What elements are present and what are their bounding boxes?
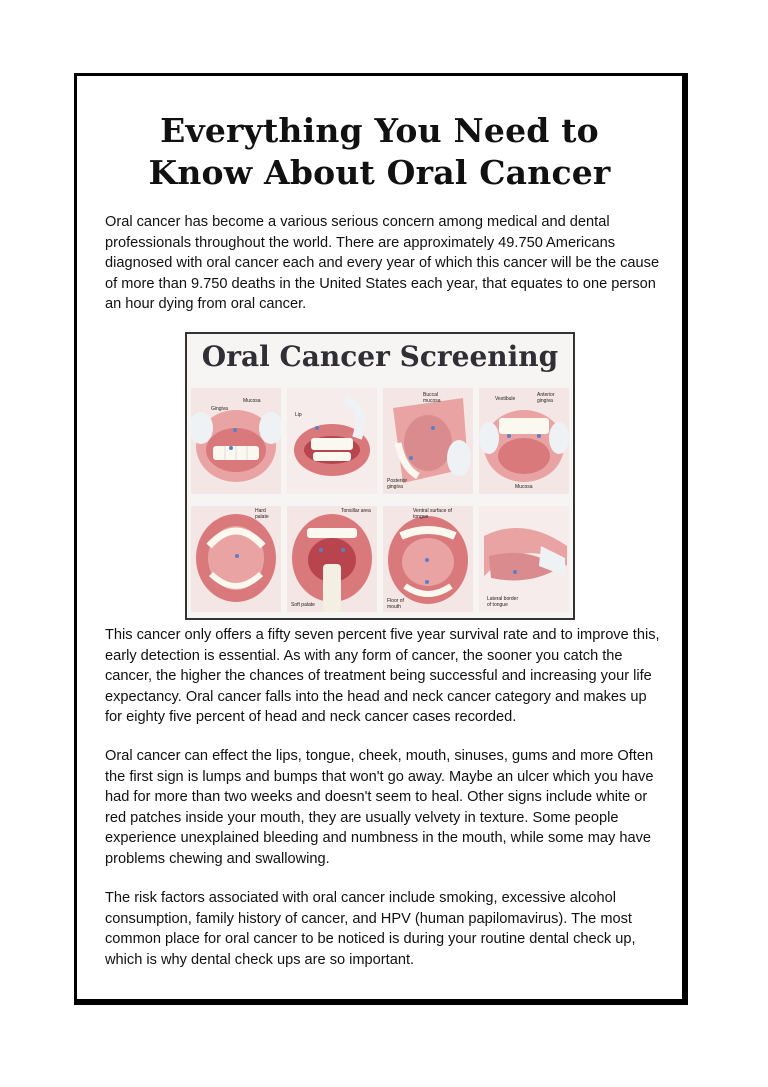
panel-ventral-tongue bbox=[383, 506, 473, 612]
panel-lip bbox=[287, 388, 377, 494]
panel-hard-palate bbox=[191, 506, 281, 612]
panel-gingiva-mucosa bbox=[191, 388, 281, 494]
oral-cancer-screening-figure bbox=[185, 332, 575, 620]
label-mucosa: Mucosa bbox=[243, 398, 261, 404]
paragraph-risk-factors: The risk factors associated with oral cancer include smoking, excessive alcohol consumption, family history of cancer, and HPV (human papilomavirus). The most common place for oral cancer to be noticed is during your routine dental check up, which is why dental check ups are so important. bbox=[105, 890, 636, 968]
panel-buccal-mucosa bbox=[383, 388, 473, 494]
document-frame bbox=[74, 73, 688, 1005]
label-tonsillar-area: Tonsillar area bbox=[341, 508, 371, 514]
title-line-2: Know About Oral Cancer bbox=[148, 153, 611, 192]
label-buccal-mucosa: Buccal mucosa bbox=[423, 392, 441, 404]
paragraph-survival: This cancer only offers a fifty seven percent five year survival rate and to improve this, early detection is essential. As with any form of cancer, the sooner you catch the cancer, the higher the chances of treatment being successful and increasing your life expectancy. Oral cancer falls into the head and neck cancer category and makes up for eighty five percent of head and neck cancer cases recorded. bbox=[105, 627, 660, 726]
label-hard-palate: Hard palate bbox=[255, 508, 269, 520]
document-title bbox=[77, 110, 682, 194]
label-ventral-surface: Ventral surface of tongue bbox=[413, 508, 452, 520]
figure-title: Oral Cancer Screening bbox=[201, 340, 559, 373]
panel-lateral-tongue bbox=[479, 506, 569, 612]
label-lateral-border: Lateral border of tongue bbox=[487, 596, 519, 608]
label-anterior-gingiva: Anterior gingiva bbox=[537, 392, 555, 404]
label-floor-of-mouth: Floor of mouth bbox=[387, 598, 404, 610]
title-line-1: Everything You Need to bbox=[160, 111, 599, 150]
paragraph-intro: Oral cancer has become a various serious concern among medical and dental professionals throughout the world. There are approximately 49.750 Americans diagnosed with oral cancer each and every year of which this cancer will be the cause of more than 9.750 deaths in the United States each year, that equates to one person an hour dying from oral cancer. bbox=[105, 214, 660, 313]
label-posterior-gingiva: Posterior gingiva bbox=[387, 478, 408, 490]
label-gingiva: Gingiva bbox=[211, 406, 228, 412]
label-vestibule: Vestibule bbox=[495, 396, 516, 402]
label-mucosa-2: Mucosa bbox=[515, 484, 533, 490]
panel-tonsillar-soft-palate bbox=[287, 506, 377, 612]
panel-vestibule bbox=[479, 388, 569, 494]
paragraph-symptoms: Oral cancer can effect the lips, tongue, cheek, mouth, sinuses, gums and more Often the first sign is lumps and bumps that won't go away. Maybe an ulcer which you have had for more than two weeks and doesn't seem to heal. Other signs include white or red patches inside your mouth, they are usually velvety in texture. Some people experience unexplained bleeding and numbness in the mouth, while some may have problems chewing and swallowing. bbox=[105, 748, 654, 867]
label-lip: Lip bbox=[295, 412, 302, 418]
label-soft-palate: Soft palate bbox=[291, 602, 315, 608]
